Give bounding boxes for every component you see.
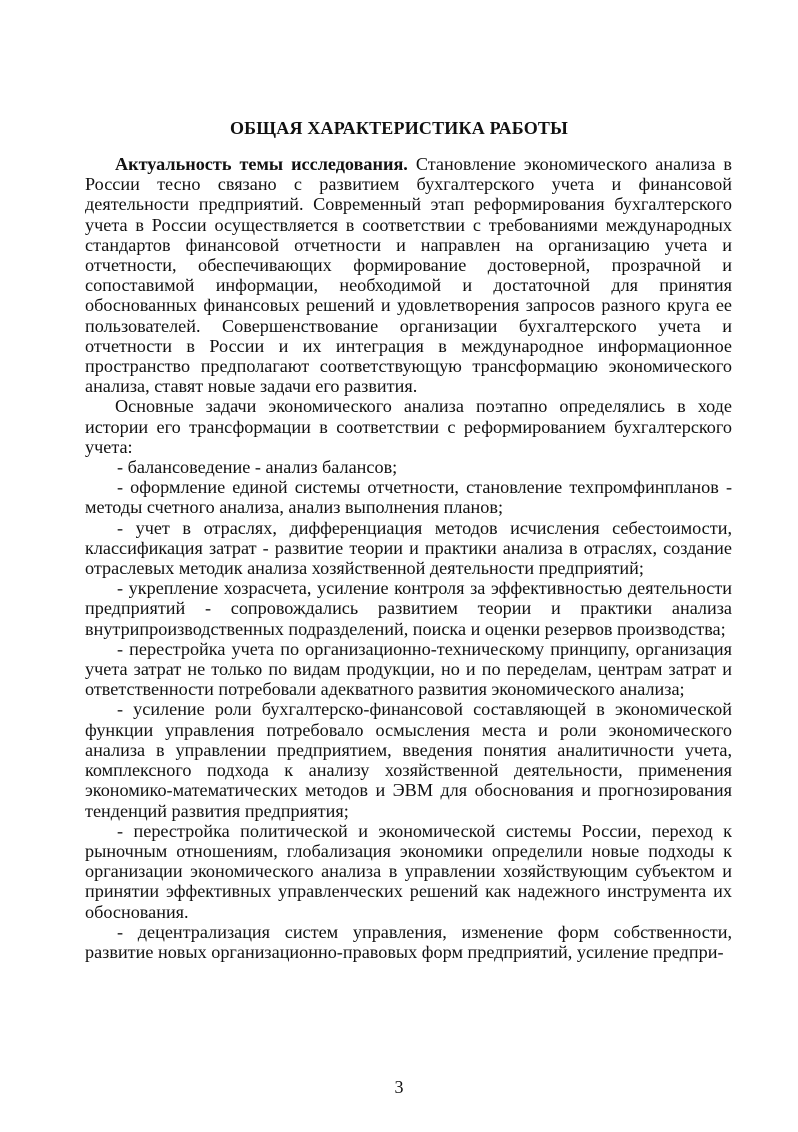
intro-text: Становление экономического анализа в России тесно связано с развитием бухгалтерского учета и финансовой деятельности предприятий. Современный этап реформирования бухгалтерского учета в России осуществляется в соответствии с требованиями международных стандартов финансовой отчетности и направлен на организацию учета и отчетности, обеспечивающих формирование достоверной, прозрачной и сопоставимой информации, необходимой и достаточной для принятия обоснованных финансовых решений и удовлетворения запросов разного круга ее пользователей. Совершенствование организации бухгалтерского учета и отчетности в России и их интеграция в международное информационное пространство предполагают соответствующую трансформацию экономического анализа, ставят новые задачи его развития. <box>85 154 733 397</box>
page-title: ОБЩАЯ ХАРАКТЕРИСТИКА РАБОТЫ <box>229 118 569 138</box>
tasks-intro-paragraph: Основные задачи экономического анализа поэтапно определялись в ходе истории его трансформации в соответствии с реформированием бухгалтерского учета: <box>85 396 732 457</box>
list-item: - балансоведение - анализ балансов; <box>117 457 398 478</box>
list-item: - перестройка политической и экономической системы России, переход к рыночным отношениям, глобализация экономики определили новые подходы к организации экономического анализа в управлении хозяйствующим субъектом и принятии эффективных управленческих решений как надежного инструмента их обоснования. <box>85 820 732 922</box>
list-item: - оформление единой системы отчетности, становление техпромфинпланов - методы счетного анализа, анализ выполнения планов; <box>85 477 732 518</box>
list-item: - укрепление хозрасчета, усиление контроля за эффективностью деятельности предприятий - сопровождались развитием теории и практики анализа внутрипроизводственных подразделений, поиска и оценки резервов производства; <box>85 578 732 639</box>
intro-lead: Актуальность темы исследования. <box>115 154 408 174</box>
list-item: - усиление роли бухгалтерско-финансовой составляющей в экономической функции управления потребовало осмысления места и роли экономического анализа в управлении предприятием, введения понятия аналитичности учета, комплексного подхода к анализу хозяйственной деятельности, применения экономико-математических методов и ЭВМ для обоснования и прогнозирования тенденций развития предприятия; <box>85 699 732 821</box>
page-number: 3 <box>394 1077 404 1097</box>
document-body <box>85 154 732 962</box>
list-item: - перестройка учета по организационно-техническому принципу, организация учета затрат не только по видам продукции, но и по переделам, центрам затрат и ответственности потребовали адекватного развития экономического анализа; <box>85 638 732 700</box>
list-item: - децентрализация систем управления, изменение форм собственности, развитие новых организационно-правовых форм предприятий, усиление предпри- <box>85 921 732 962</box>
list-item: - учет в отраслях, дифференциация методов исчисления себестоимости, классификация затрат - развитие теории и практики анализа в отраслях, создание отраслевых методик анализа хозяйственной деятельности предприятий; <box>85 517 732 579</box>
intro-paragraph <box>85 154 732 396</box>
